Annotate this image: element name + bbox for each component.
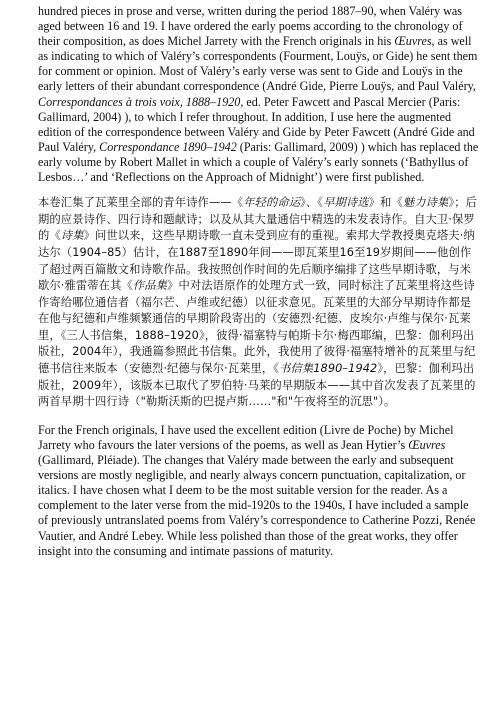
text-segment: 》；后期的应景诗作、四行诗和题献诗；以及从其大量通信中精选的未发表诗作。自大卫·保罗的《: [38, 196, 477, 243]
paragraph-english-sources: [38, 423, 480, 559]
italic-title: Œuvres: [408, 437, 446, 452]
italic-title: Correspondances à trois voix, 1888–1920: [38, 94, 241, 109]
text-segment: hundred pieces in prose and verse, written during the period 1887–90, when Valéry was aged between 16 and 19. I have ordered the early poems according to the chronology of their composition, as does Michel Jarrety with the French originals in his: [38, 4, 463, 49]
italic-title: Correspondance 1890–1942: [99, 139, 237, 154]
text-segment: 》、《: [300, 196, 324, 210]
italic-title: 魅力诗集: [402, 196, 449, 210]
text-segment: 》，巴黎：伽利玛出版社，2009年），该版本已取代了罗伯特·马莱的早期版本——其中首次发表了瓦莱里的两首早期十四行诗（"勒斯沃斯的巴提卢斯……"和"午夜将至的沉思"）。: [38, 362, 476, 409]
text-segment: 》问世以来，这些早期诗歌一直未受到应有的重视。索邦大学教授奥克塔夫·纳达尔（1904–85）估计，在1887至1890年间——即瓦莱里16至19岁期间——他创作了超过两百篇散文和诗歌作品。我按照创作时间的先后顺序编排了这些早期诗歌，与米歇尔·雅雷蒂在其《: [38, 229, 475, 293]
italic-title: 诗集: [60, 229, 84, 243]
italic-title: 作品集: [132, 279, 168, 293]
text-segment: For the French originals, I have used the excellent edition (Livre de Poche) by Michel Jarrety who favours the later versions of the poems, as well as Jean Hytier’s: [38, 422, 454, 452]
paragraph-chinese: [38, 195, 480, 411]
text-segment: 》和《: [368, 196, 403, 210]
text-segment: (Gallimard, Pléiade). The changes that Valéry made between the early and subsequent versions are mostly negligible, and nearly always concern punctuation, capitalization, or italics. I have chosen what I deem to be the most suitable version for the reader. As a complement to the later verse from the mid-1920s to the 1940s, I have included a sample of previously untranslated poems from Valéry’s correspondence to Catherine Pozzi, Renée Vautier, and André Lebey. While less polished than those of the great works, they offer insight into the consuming and intimate passions of maturity.: [38, 453, 476, 558]
text-segment: 》中对法语原作的处理方式一致，同时标注了瓦莱里将这些诗作寄给哪位通信者（福尔芒、卢维或纪德）以征求意见。瓦莱里的大部分早期诗作都是在他与纪德和卢维频繁通信的早期阶段寄出的（安德烈·纪德、皮埃尔·卢维与保尔·瓦莱里，《三人书信集，1888–1920》，彼得·福塞特与帕斯卡尔·梅西耶编，巴黎：伽利玛出版社，2004年），我通篇参照此书信集。此外，我使用了彼得·福塞特增补的瓦莱里与纪德书信往来版本（安德烈·纪德与保尔·瓦莱里，《: [38, 279, 476, 376]
italic-title: Œuvres: [394, 34, 432, 49]
text-segment: , ed. Peter Fawcett and Pascal Mercier (Paris: Gallimard, 2004) ), to which I refer throughout. In addition, I use here the augmented edition of the correspondence between Valéry and Gide by Peter Fawcett (André Gide and Paul Valéry,: [38, 94, 475, 154]
italic-title: 书信集1890–1942: [279, 362, 378, 376]
italic-title: 早期诗选: [323, 196, 369, 210]
text-segment: 本卷汇集了瓦莱里全部的青年诗作——《: [38, 196, 244, 210]
text-segment: (Paris: Gallimard, 2009) ) which has replaced the early volume by Robert Mallet in which a couple of Valéry’s early sonnets (‘Bathyllus of Lesbos…’ and ‘Reflections on the Approach of Midnight’) were first published.: [38, 139, 479, 185]
italic-title: 年轻的命运: [243, 196, 301, 210]
text-segment: , as well as indicating to which of Valéry’s correspondents (Fourment, Louÿs, or Gide) he sent them for comment or opinion. Most of Valéry’s early verse was sent to Gide and Louÿs in the early letters of their abundant correspondence (André Gide, Pierre Louÿs, and Paul Valéry,: [38, 34, 478, 94]
paragraph-english-intro: [38, 4, 480, 185]
